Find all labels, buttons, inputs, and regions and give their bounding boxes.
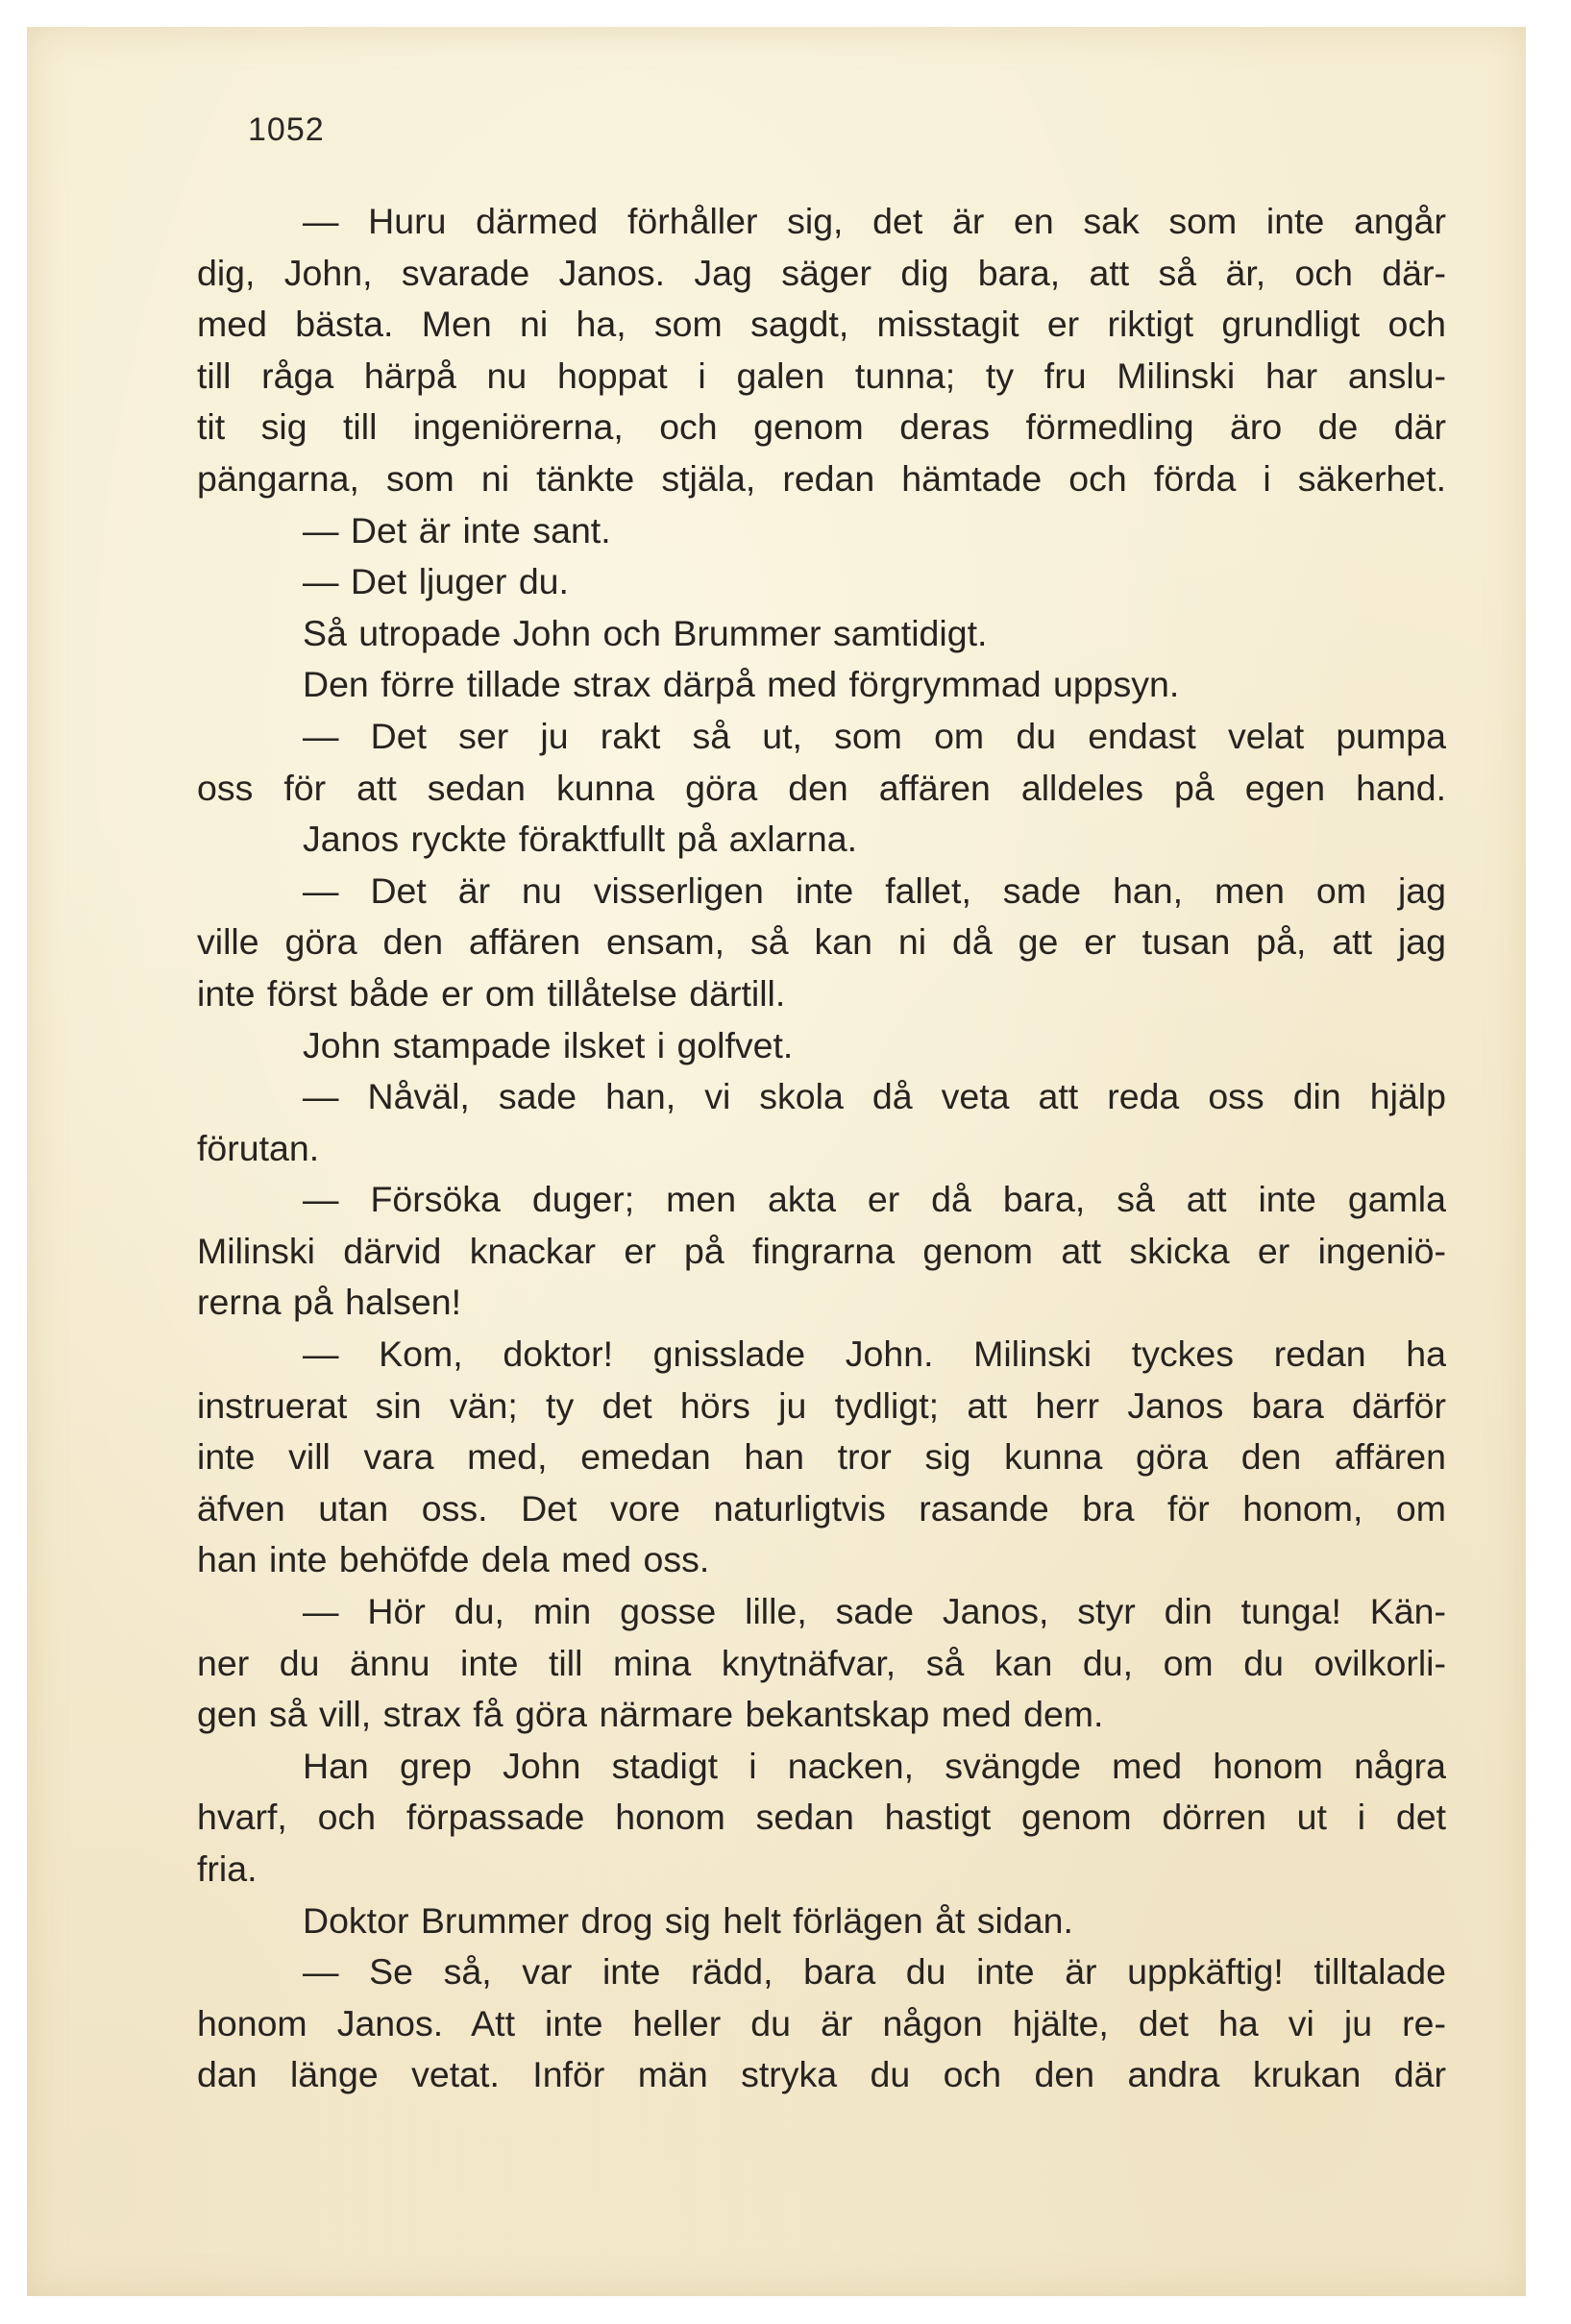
text-line: ner du ännu inte till mina knytnäfvar, så kan du, om du ovilkorli- — [197, 1642, 1446, 1683]
text-line: — Det ser ju rakt så ut, som om du endast velat pumpa — [303, 715, 1446, 756]
text-line: — Nåväl, sade han, vi skola då veta att reda oss din hjälp — [303, 1076, 1446, 1117]
text-line: instruerat sin vän; ty det hörs ju tydligt; att herr Janos bara därför — [197, 1384, 1446, 1426]
text-line: hvarf, och förpassade honom sedan hastigt genom dörren ut i det — [197, 1797, 1446, 1838]
text-line: honom Janos. Att inte heller du är någon hjälte, det ha vi ju re- — [197, 2002, 1446, 2043]
text-line: oss för att sedan kunna göra den affären alldeles på egen hand. — [197, 767, 1446, 808]
text-line: han inte behöfde dela med oss. — [197, 1539, 710, 1580]
text-line: med bästa. Men ni ha, som sagdt, misstagit er riktigt grundligt och — [197, 304, 1446, 345]
text-line: Så utropade John och Brummer samtidigt. — [303, 612, 988, 653]
text-line: pängarna, som ni tänkte stjäla, redan hämtade och förda i säkerhet. — [197, 457, 1446, 499]
text-line: äfven utan oss. Det vore naturligtvis rasande bra för honom, om — [197, 1487, 1446, 1529]
text-line: Doktor Brummer drog sig helt förlägen åt sidan. — [303, 1899, 1073, 1941]
text-line: till råga härpå nu hoppat i galen tunna; ty fru Milinski har anslu- — [197, 355, 1446, 396]
text-line: tit sig till ingeniörerna, och genom deras förmedling äro de där — [197, 406, 1446, 448]
text-line: John stampade ilsket i golfvet. — [303, 1024, 794, 1065]
text-line: dan länge vetat. Inför män stryka du och den andra krukan där — [197, 2054, 1446, 2095]
text-line: Den förre tillade strax därpå med förgrymmad uppsyn. — [303, 664, 1180, 705]
text-line: fria. — [197, 1848, 258, 1889]
page-number: 1052 — [248, 111, 325, 148]
text-line: — Det är nu visserligen inte fallet, sade han, men om jag — [303, 869, 1446, 911]
body-text — [197, 196, 1446, 2101]
text-line: dig, John, svarade Janos. Jag säger dig bara, att så är, och där- — [197, 252, 1446, 293]
text-line: — Det ljuger du. — [303, 561, 569, 602]
text-line: Han grep John stadigt i nacken, svängde med honom några — [303, 1745, 1446, 1786]
text-line: inte först både er om tillåtelse därtill. — [197, 972, 786, 1014]
text-line: Janos ryckte föraktfullt på axlarna. — [303, 819, 858, 860]
text-line: ville göra den affären ensam, så kan ni då ge er tusan på, att jag — [197, 921, 1446, 963]
text-line: Milinski därvid knackar er på fingrarna genom att skicka er ingeniö- — [197, 1230, 1446, 1271]
text-line: inte vill vara med, emedan han tror sig kunna göra den affären — [197, 1436, 1446, 1478]
text-line: — Huru därmed förhåller sig, det är en sak som inte angår — [303, 201, 1446, 241]
text-line: — Se så, var inte rädd, bara du inte är uppkäftig! tilltalade — [303, 1951, 1446, 1993]
text-line: — Försöka duger; men akta er då bara, så att inte gamla — [303, 1179, 1446, 1220]
text-line: rerna på halsen! — [197, 1282, 462, 1323]
text-line: gen så vill, strax få göra närmare bekantskap med dem. — [197, 1694, 1104, 1735]
text-line: — Hör du, min gosse lille, sade Janos, styr din tunga! Kän- — [303, 1591, 1446, 1632]
text-line: — Kom, doktor! gnisslade John. Milinski tyckes redan ha — [303, 1333, 1446, 1375]
text-line: — Det är inte sant. — [303, 509, 611, 550]
text-line: förutan. — [197, 1127, 320, 1168]
